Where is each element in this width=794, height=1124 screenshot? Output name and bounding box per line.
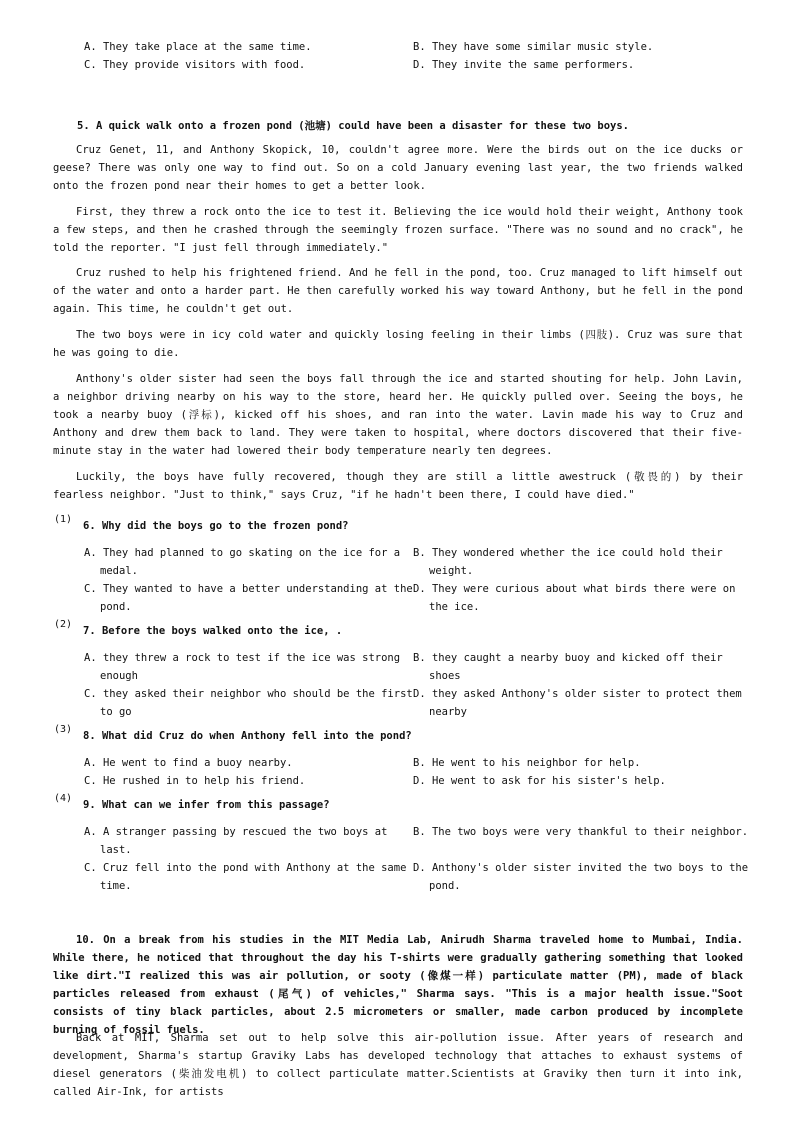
question-option-d[interactable]: D. Anthony's older sister invited the two boys to the pond. [413, 862, 749, 892]
question-title: 7. Before the boys walked onto the ice, . [83, 625, 343, 637]
question-option-c[interactable]: C. Cruz fell into the pond with Anthony at the same time. [84, 862, 407, 892]
question-option-a[interactable]: A. A stranger passing by rescued the two boys at last. [84, 826, 388, 856]
passage-5-paragraph-1: Cruz Genet, 11, and Anthony Skopick, 10, couldn't agree more. Were the birds out on the ice ducks or geese? There was only one way to find out. So on a cold January evening last year, the two friends walked onto the frozen pond near their homes to get a better look. [53, 144, 743, 192]
option-c: C. They provide visitors with food. [84, 59, 306, 71]
question-option-b[interactable]: B. The two boys were very thankful to their neighbor. [413, 826, 749, 838]
option-b: B. They have some similar music style. [413, 41, 654, 53]
question-option-c[interactable]: C. they asked their neighbor who should be the first to go [84, 688, 413, 718]
passage-5-paragraph-4: The two boys were in icy cold water and quickly losing feeling in their limbs (四肢). Cruz was sure that he was going to die. [53, 329, 743, 359]
passage-5-heading: 5. A quick walk onto a frozen pond (池塘) could have been a disaster for these two boys. [77, 120, 630, 132]
option-d: D. They invite the same performers. [413, 59, 635, 71]
question-option-b[interactable]: B. They wondered whether the ice could hold their weight. [413, 547, 723, 577]
passage-5-paragraph-3: Cruz rushed to help his frightened friend. And he fell in the pond, too. Cruz managed to lift himself out of the water and onto a harder part. He then carefully worked his way toward Anthony, but he fell in the pond again. This time, he couldn't get out. [53, 267, 743, 315]
question-number: (3) [54, 724, 73, 735]
option-a: A. They take place at the same time. [84, 41, 312, 53]
question-option-c[interactable]: C. They wanted to have a better understanding at the pond. [84, 583, 413, 613]
question-title: 6. Why did the boys go to the frozen pond? [83, 520, 349, 532]
question-title: 9. What can we infer from this passage? [83, 799, 330, 811]
passage-5-paragraph-6: Luckily, the boys have fully recovered, though they are still a little awestruck (敬畏的) by their fearless neighbor. "Just to think," says Cruz, "if he hadn't been there, I could have died." [53, 471, 743, 501]
passage-5-paragraph-5: Anthony's older sister had seen the boys fall through the ice and started shouting for help. John Lavin, a neighbor driving nearby on his way to the store, heard her. He quickly pulled over. Seeing the boys, he took a nearby buoy (浮标), kicked off his shoes, and ran into the water. Lavin made his way to Cruz and Anthony and drew them back to land. They were taken to hospital, where doctors discovered that their five-minute stay in the water had lowered their body temperature nearly ten degrees. [53, 373, 743, 457]
passage-5-paragraph-2: First, they threw a rock onto the ice to test it. Believing the ice would hold their weight, Anthony took a few steps, and then he crashed through the seemingly frozen surface. "There was no sound and no crack", he told the reporter. "I just fell through immediately." [53, 206, 743, 254]
question-option-b[interactable]: B. they caught a nearby buoy and kicked off their shoes [413, 652, 723, 682]
passage-10-paragraph: Back at MIT, Sharma set out to help solve this air-pollution issue. After years of research and development, Sharma's startup Graviky Labs has developed technology that attaches to exhaust systems of diesel generators (柴油发电机) to collect particulate matter.Scientists at Graviky then turn it into ink, called Air-Ink, for artists [53, 1032, 743, 1098]
question-option-d[interactable]: D. They were curious about what birds there were on the ice. [413, 583, 736, 613]
question-title: 8. What did Cruz do when Anthony fell into the pond? [83, 730, 412, 742]
question-option-a[interactable]: A. He went to find a buoy nearby. [84, 757, 293, 769]
question-option-d[interactable]: D. they asked Anthony's older sister to protect them nearby [413, 688, 742, 718]
question-option-b[interactable]: B. He went to his neighbor for help. [413, 757, 641, 769]
question-option-d[interactable]: D. He went to ask for his sister's help. [413, 775, 666, 787]
question-option-a[interactable]: A. they threw a rock to test if the ice was strong enough [84, 652, 401, 682]
question-option-a[interactable]: A. They had planned to go skating on the ice for a medal. [84, 547, 401, 577]
question-number: (2) [54, 619, 73, 630]
question-number: (4) [54, 793, 73, 804]
question-number: (1) [54, 514, 73, 525]
question-option-c[interactable]: C. He rushed in to help his friend. [84, 775, 306, 787]
passage-10-bold-paragraph: 10. On a break from his studies in the MIT Media Lab, Anirudh Sharma traveled home to Mumbai, India. While there, he noticed that throughout the day his T-shirts were gradually gathering something that looked like dirt."I realized this was air pollution, or sooty (像煤一样) particulate matter (PM), made of black particles released from exhaust (尾气) of vehicles," Sharma says. "This is a major health issue."Soot consists of tiny black particles, about 2.5 micrometers or smaller, made carbon produced by incomplete burning of fossil fuels. [53, 934, 743, 1036]
